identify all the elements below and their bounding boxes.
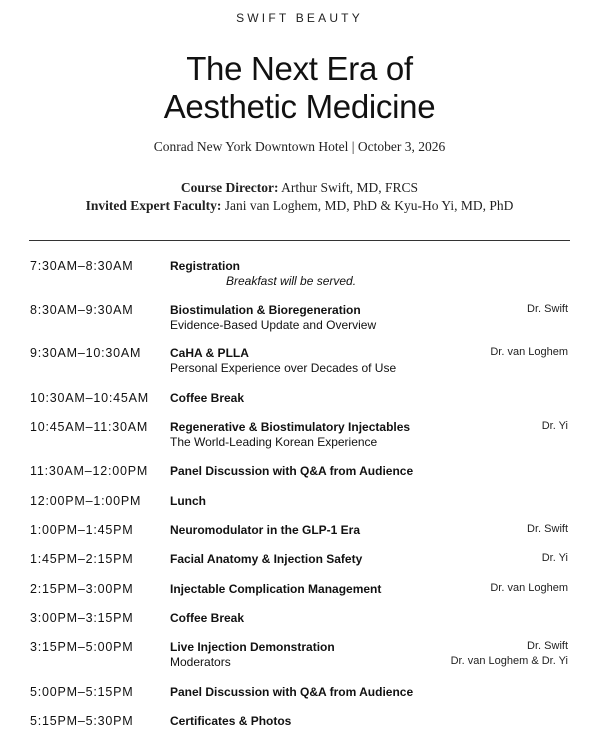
session-speaker: Dr. Swift xyxy=(527,303,568,315)
title-line-2: Aesthetic Medicine xyxy=(163,88,436,125)
session-title: Live Injection Demonstration xyxy=(170,640,335,654)
session-time: 10:30AM–10:45AM xyxy=(30,391,150,405)
session-moderators: Dr. van Loghem & Dr. Yi xyxy=(450,655,568,667)
session-speaker: Dr. Swift xyxy=(527,523,568,535)
session-title: Coffee Break xyxy=(170,611,245,625)
session-title: CaHA & PLLA xyxy=(170,346,249,360)
schedule-row xyxy=(0,346,599,386)
course-director-value: Arthur Swift, MD, FRCS xyxy=(281,180,419,195)
schedule-row xyxy=(0,303,599,343)
session-title: Registration xyxy=(170,259,241,273)
session-title: Injectable Complication Management xyxy=(170,582,382,596)
session-time: 8:30AM–9:30AM xyxy=(30,303,134,317)
session-title: Neuromodulator in the GLP-1 Era xyxy=(170,523,361,537)
schedule-row xyxy=(0,714,599,754)
schedule-row xyxy=(0,259,599,299)
session-title: Panel Discussion with Q&A from Audience xyxy=(170,685,414,699)
session-title: Facial Anatomy & Injection Safety xyxy=(170,552,363,566)
faculty-block xyxy=(0,179,599,215)
session-title: Certificates & Photos xyxy=(170,714,292,728)
session-time: 10:45AM–11:30AM xyxy=(30,420,149,434)
session-time: 2:15PM–3:00PM xyxy=(30,582,134,596)
title-line-1: The Next Era of xyxy=(186,50,413,87)
session-time: 1:00PM–1:45PM xyxy=(30,523,134,537)
venue-date: Conrad New York Downtown Hotel | October 3, 2026 xyxy=(153,139,446,154)
invited-faculty-line xyxy=(0,197,599,215)
session-time: 11:30AM–12:00PM xyxy=(30,464,149,478)
session-speaker: Dr. van Loghem xyxy=(490,582,568,594)
invited-faculty-value: Jani van Loghem, MD, PhD & Kyu-Ho Yi, MD, PhD xyxy=(224,198,514,213)
session-title: Panel Discussion with Q&A from Audience xyxy=(170,464,414,478)
course-director-label: Course Director: xyxy=(180,180,279,195)
session-time: 12:00PM–1:00PM xyxy=(30,494,142,508)
session-speaker: Dr. Yi xyxy=(541,552,568,564)
session-subtitle: Moderators xyxy=(170,655,231,669)
session-speaker: Dr. van Loghem xyxy=(490,346,568,358)
session-subtitle: Personal Experience over Decades of Use xyxy=(170,361,397,375)
course-director-line xyxy=(0,179,599,197)
session-time: 3:00PM–3:15PM xyxy=(30,611,134,625)
session-title: Lunch xyxy=(170,494,206,508)
session-time: 9:30AM–10:30AM xyxy=(30,346,142,360)
session-title: Coffee Break xyxy=(170,391,245,405)
schedule-row xyxy=(0,640,599,680)
session-title: Biostimulation & Bioregeneration xyxy=(170,303,361,317)
session-title: Regenerative & Biostimulatory Injectables xyxy=(170,420,411,434)
session-subtitle: The World-Leading Korean Experience xyxy=(170,435,378,449)
invited-faculty-label: Invited Expert Faculty: xyxy=(85,198,222,213)
session-speaker: Dr. Yi xyxy=(541,420,568,432)
session-time: 1:45PM–2:15PM xyxy=(30,552,134,566)
brand-name: SWIFT BEAUTY xyxy=(236,11,363,25)
divider xyxy=(29,240,570,241)
schedule-row xyxy=(0,420,599,460)
session-time: 5:15PM–5:30PM xyxy=(30,714,134,728)
session-speaker: Dr. Swift xyxy=(527,640,568,652)
page-title xyxy=(0,50,599,126)
session-subtitle: Evidence-Based Update and Overview xyxy=(170,318,377,332)
session-time: 3:15PM–5:00PM xyxy=(30,640,134,654)
session-note: Breakfast will be served. xyxy=(226,274,357,288)
session-time: 7:30AM–8:30AM xyxy=(30,259,134,273)
session-time: 5:00PM–5:15PM xyxy=(30,685,134,699)
